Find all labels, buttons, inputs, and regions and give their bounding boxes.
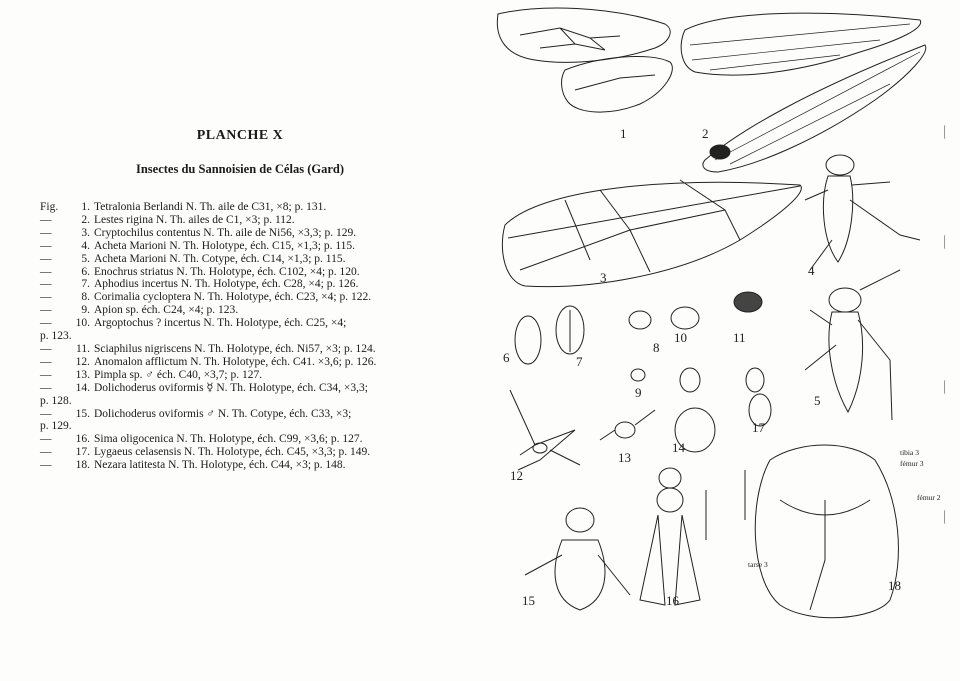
caption-label: — [40, 355, 52, 368]
fig-label-1: 1 [620, 126, 627, 141]
fig-label-7: 7 [576, 354, 583, 369]
caption-text: Pimpla sp. ♂ éch. C40, ×3,7; p. 127. [94, 368, 263, 381]
caption-label: — [40, 252, 52, 265]
caption-text: Sima oligocenica N. Th. Holotype, éch. C99, ×3,6; p. 127. [94, 433, 363, 446]
caption-row [40, 214, 460, 227]
fig3-wing-drawing [502, 180, 801, 287]
caption-continuation: p. 128. [40, 394, 72, 407]
caption-text: Cryptochilus contentus N. Th. aile de Ni56, ×3,3; p. 129. [94, 226, 357, 239]
fig-label-17: 16 [666, 593, 679, 608]
caption-text: Nezara latitesta N. Th. Holotype, éch. C44, ×3; p. 148. [94, 459, 346, 472]
caption-number: 4. [81, 239, 90, 252]
fig-label-3: 3 [600, 270, 607, 285]
caption-row [40, 382, 460, 395]
plate-subtitle: Insectes du Sannoisien de Célas (Gard) [135, 162, 344, 176]
caption-row [40, 240, 460, 253]
caption-row [40, 304, 460, 317]
fig-label-12: 12 [510, 468, 523, 483]
caption-number: 10. [75, 317, 90, 330]
caption-label: — [40, 213, 52, 226]
caption-row [40, 433, 460, 446]
caption-continuation: p. 123. [40, 330, 72, 343]
fig-label-6: 6 [503, 350, 510, 365]
caption-text: Acheta Marioni N. Th. Holotype, éch. C15, ×1,3; p. 115. [94, 239, 356, 252]
caption-row [40, 356, 460, 369]
caption-number: 17. [75, 446, 90, 459]
caption-row [40, 227, 460, 240]
caption-text: Apion sp. éch. C24, ×4; p. 123. [94, 304, 239, 317]
fig2-wing-drawing [681, 13, 926, 172]
caption-label: — [40, 291, 52, 304]
fig16-insect-drawing [640, 468, 706, 605]
caption-row [40, 343, 460, 356]
fig-label-18: 18 [888, 578, 901, 593]
caption-number: 1. [81, 201, 90, 213]
caption-row [40, 266, 460, 279]
fig-label-9: 9 [635, 385, 642, 400]
caption-label: Fig. [40, 201, 59, 213]
caption-label: — [40, 368, 52, 381]
fig-label-4: 4 [808, 263, 815, 278]
caption-row [40, 317, 460, 330]
caption-number: 16. [75, 433, 90, 446]
page-edge-mark [944, 380, 947, 394]
caption-label: — [40, 317, 52, 330]
caption-row [40, 459, 460, 472]
fig-label-14: 14 [672, 440, 685, 455]
fig15-insect-drawing [525, 508, 630, 610]
caption-text: Enochrus striatus N. Th. Holotype, éch. C102, ×4; p. 120. [94, 265, 360, 278]
caption-label: — [40, 446, 52, 459]
page-edge-mark [944, 125, 947, 139]
annotation-femur3: fémur 3 [900, 459, 924, 468]
caption-number: 11. [76, 342, 90, 355]
caption-row [40, 446, 460, 459]
caption-number: 2. [81, 213, 90, 226]
page-edge-mark [944, 235, 947, 249]
small-insect-drawings [600, 368, 771, 452]
caption-number: 13. [75, 368, 90, 381]
caption-label: — [40, 239, 52, 252]
caption-label: — [40, 433, 52, 446]
fig18-insect-drawing [745, 445, 898, 618]
caption-number: 9. [81, 304, 90, 317]
caption-row [40, 369, 460, 382]
caption-text: Lestes rigina N. Th. ailes de C1, ×3; p. 112. [94, 213, 295, 226]
caption-text: Lygaeus celasensis N. Th. Holotype, éch. C45, ×3,3; p. 149. [94, 446, 371, 459]
caption-number: 12. [75, 355, 90, 368]
caption-text: Aphodius incertus N. Th. Holotype, éch. C28, ×4; p. 126. [94, 278, 359, 291]
caption-number: 18. [75, 459, 90, 472]
caption-row [40, 408, 460, 421]
insect-drawings [480, 0, 960, 681]
caption-label: — [40, 459, 52, 472]
caption-number: 3. [81, 226, 90, 239]
caption-continuation: p. 129. [40, 420, 72, 433]
fig-label-11: 11 [733, 330, 746, 345]
caption-label: — [40, 226, 52, 239]
annotation-tarse: tarse 3 [748, 560, 768, 569]
caption-number: 14. [75, 381, 90, 394]
caption-number: 8. [81, 291, 90, 304]
fig-label-5: 5 [814, 393, 821, 408]
caption-text: Argoptochus ? incertus N. Th. Holotype, éch. C25, ×4; [94, 317, 347, 330]
caption-label: — [40, 407, 52, 420]
fig4-insect-drawing [805, 155, 920, 270]
caption-row [40, 291, 460, 304]
caption-row [40, 253, 460, 266]
caption-label: — [40, 265, 52, 278]
figure-plate [480, 0, 960, 681]
caption-row [40, 201, 460, 214]
caption-number: 5. [81, 252, 90, 265]
plate-title: PLANCHE X [196, 128, 284, 143]
page-edge-mark [944, 510, 947, 524]
caption-label: — [40, 381, 52, 394]
fig-label-16: 15 [522, 593, 535, 608]
caption-text: Dolichoderus oviformis ☿ N. Th. Holotype, éch. C34, ×3,3; [94, 381, 368, 394]
caption-text: Acheta Marioni N. Th. Cotype, éch. C14, ×1,3; p. 115. [94, 252, 346, 265]
caption-text: Corimalia cycloptera N. Th. Holotype, éch. C23, ×4; p. 122. [94, 291, 372, 304]
caption-row [40, 278, 460, 291]
beetle-drawings [515, 292, 762, 381]
caption-label: — [40, 304, 52, 317]
caption-number: 7. [81, 278, 90, 291]
caption-number: 6. [81, 265, 90, 278]
fig1-wing-drawing [497, 8, 672, 112]
caption-text: Sciaphilus nigriscens N. Th. Holotype, éch. Ni57, ×3; p. 124. [94, 342, 376, 355]
caption-text: Tetralonia Berlandi N. Th. aile de C31, ×8; p. 131. [94, 201, 327, 213]
fig-label-13: 13 [618, 450, 631, 465]
caption-text: Anomalon afflictum N. Th. Holotype, éch. C41. ×3,6; p. 126. [94, 355, 377, 368]
caption-label: — [40, 342, 52, 355]
caption-list [40, 201, 460, 472]
caption-text: Dolichoderus oviformis ♂ N. Th. Cotype, éch. C33, ×3; [94, 407, 352, 420]
caption-label: — [40, 278, 52, 291]
fig-label-10: 10 [674, 330, 687, 345]
fig-label-8: 8 [653, 340, 660, 355]
annotation-tibia: tibia 3 [900, 448, 919, 457]
fig-label-2: 2 [702, 126, 709, 141]
annotation-femur2: fémur 2 [917, 493, 941, 502]
fig-label-15: 17 [752, 420, 765, 435]
fig12-insect-drawing [510, 390, 580, 470]
caption-number: 15. [75, 407, 90, 420]
